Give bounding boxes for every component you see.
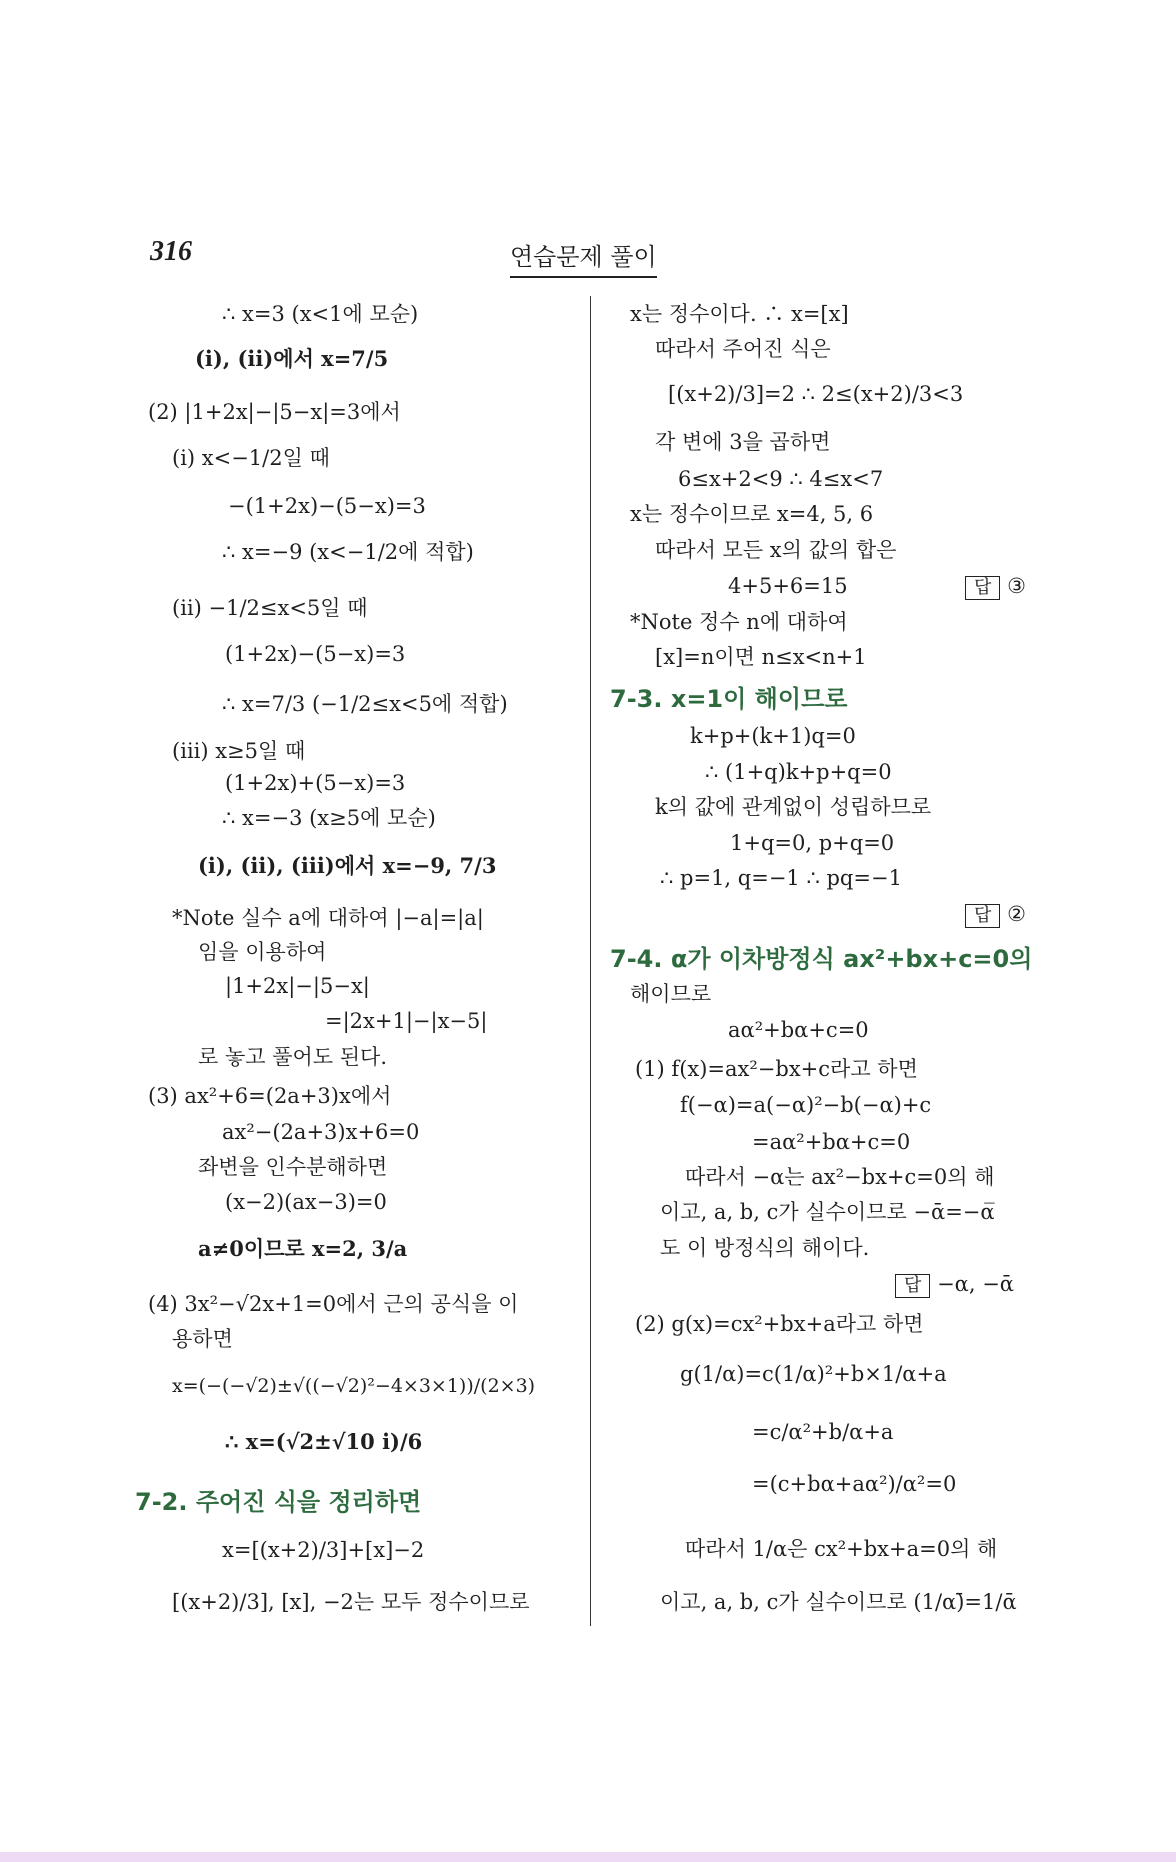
text-line: 따라서 −α는 ax²−bx+c=0의 해 [685, 1165, 995, 1189]
text-line: |1+2x|−|5−x| [225, 974, 370, 998]
text-line: k의 값에 관계없이 성립하므로 [655, 795, 932, 819]
text-line: 6≤x+2<9 ∴ 4≤x<7 [678, 467, 884, 491]
text-line: aα²+bα+c=0 [728, 1018, 869, 1042]
text-line: [(x+2)/3]=2 ∴ 2≤(x+2)/3<3 [668, 382, 964, 406]
answer-7-3 [965, 900, 1026, 928]
text-line: x=(−(−√2)±√((−√2)²−4×3×1))/(2×3) [172, 1375, 536, 1397]
answer-box: 답 [965, 904, 1000, 928]
text-line: 좌변을 인수분해하면 [198, 1155, 388, 1179]
text-line: 이고, a, b, c가 실수이므로 (1/α)̄=1/ᾱ [660, 1590, 1017, 1614]
section-7-4: 7-4. α가 이차방정식 ax²+bx+c=0의 [610, 945, 1033, 973]
text-line: (ⅱ) −1/2≤x<5일 때 [172, 596, 368, 620]
answer-value: −α, −ᾱ [937, 1272, 1014, 1296]
page-number: 316 [150, 236, 192, 267]
text-line: =|2x+1|−|x−5| [325, 1009, 488, 1033]
text-line: =aα²+bα+c=0 [752, 1130, 911, 1154]
text-line: −(1+2x)−(5−x)=3 [228, 494, 426, 518]
answer-box: 답 [965, 576, 1000, 600]
answer-7-4-1 [895, 1270, 1014, 1298]
text-line: (x−2)(ax−3)=0 [225, 1190, 387, 1214]
text-line: 각 변에 3을 곱하면 [655, 430, 831, 454]
text-line: (2) |1+2x|−|5−x|=3에서 [148, 400, 401, 424]
bottom-edge [0, 1852, 1176, 1862]
text-line: ∴ x=7/3 (−1/2≤x<5에 적합) [222, 692, 508, 716]
text-line: ∴ x=(√2±√10 i)/6 [225, 1429, 423, 1454]
answer-choice: ② [1007, 902, 1026, 926]
text-line: 로 놓고 풀어도 된다. [198, 1045, 387, 1069]
text-line: 용하면 [172, 1327, 233, 1351]
text-line: 따라서 주어진 식은 [655, 337, 831, 361]
text-line: ∴ (1+q)k+p+q=0 [705, 760, 892, 784]
text-line: 1+q=0, p+q=0 [730, 831, 895, 855]
text-line: 4+5+6=15 [728, 574, 848, 598]
text-line: 이고, a, b, c가 실수이므로 −ᾱ=−α̅ [660, 1200, 995, 1224]
text-line: (3) ax²+6=(2a+3)x에서 [148, 1084, 392, 1108]
text-line: ∴ x=3 (x<1에 모순) [222, 302, 419, 326]
text-line: ax²−(2a+3)x+6=0 [222, 1120, 420, 1144]
text-line: [(x+2)/3], [x], −2는 모두 정수이므로 [172, 1590, 530, 1614]
note-line: *Note 정수 n에 대하여 [630, 610, 848, 634]
text-line: 해이므로 [630, 982, 712, 1006]
text-line: k+p+(k+1)q=0 [690, 724, 856, 748]
text-line: 따라서 모든 x의 값의 합은 [655, 538, 897, 562]
text-line: a≠0이므로 x=2, 3/a [198, 1236, 408, 1261]
page-title: 연습문제 풀이 [510, 237, 657, 278]
note-line: *Note 실수 a에 대하여 |−a|=|a| [172, 906, 484, 930]
text-line: f(−α)=a(−α)²−b(−α)+c [680, 1093, 932, 1117]
text-line: x는 정수이므로 x=4, 5, 6 [630, 502, 874, 526]
text-line: x는 정수이다. ∴ x=[x] [630, 302, 849, 326]
text-line: (1) f(x)=ax²−bx+c라고 하면 [635, 1057, 918, 1081]
text-line: g(1/α)=c(1/α)²+b×1/α+a [680, 1362, 947, 1386]
column-divider [590, 296, 591, 1626]
text-line: (ⅰ), (ⅱ), (ⅲ)에서 x=−9, 7/3 [198, 853, 497, 878]
text-line: (1+2x)+(5−x)=3 [225, 771, 406, 795]
answer-choice: ③ [1007, 574, 1026, 598]
text-line: =(c+bα+aα²)/α²=0 [752, 1472, 957, 1496]
answer-7-2 [965, 572, 1026, 600]
answer-box: 답 [895, 1274, 930, 1298]
text-line: 따라서 1/α은 cx²+bx+a=0의 해 [685, 1537, 998, 1561]
text-line: ∴ x=−9 (x<−1/2에 적합) [222, 540, 474, 564]
text-line: ∴ x=−3 (x≥5에 모순) [222, 806, 436, 830]
section-7-3: 7-3. x=1이 해이므로 [610, 685, 848, 713]
text-line: 도 이 방정식의 해이다. [660, 1236, 870, 1260]
text-line: [x]=n이면 n≤x<n+1 [655, 645, 867, 669]
text-line: ∴ p=1, q=−1 ∴ pq=−1 [660, 866, 902, 890]
section-7-2: 7-2. 주어진 식을 정리하면 [135, 1488, 422, 1516]
text-line: (1+2x)−(5−x)=3 [225, 642, 406, 666]
text-line: x=[(x+2)/3]+[x]−2 [222, 1538, 425, 1562]
text-line: 임을 이용하여 [198, 940, 327, 964]
text-line: (ⅲ) x≥5일 때 [172, 739, 306, 763]
text-line: (4) 3x²−√2x+1=0에서 근의 공식을 이 [148, 1292, 519, 1316]
text-line: (ⅰ) x<−1/2일 때 [172, 446, 330, 470]
text-line: =c/α²+b/α+a [752, 1420, 894, 1444]
text-line: (2) g(x)=cx²+bx+a라고 하면 [635, 1312, 924, 1336]
text-line: (ⅰ), (ⅱ)에서 x=7/5 [195, 346, 389, 371]
